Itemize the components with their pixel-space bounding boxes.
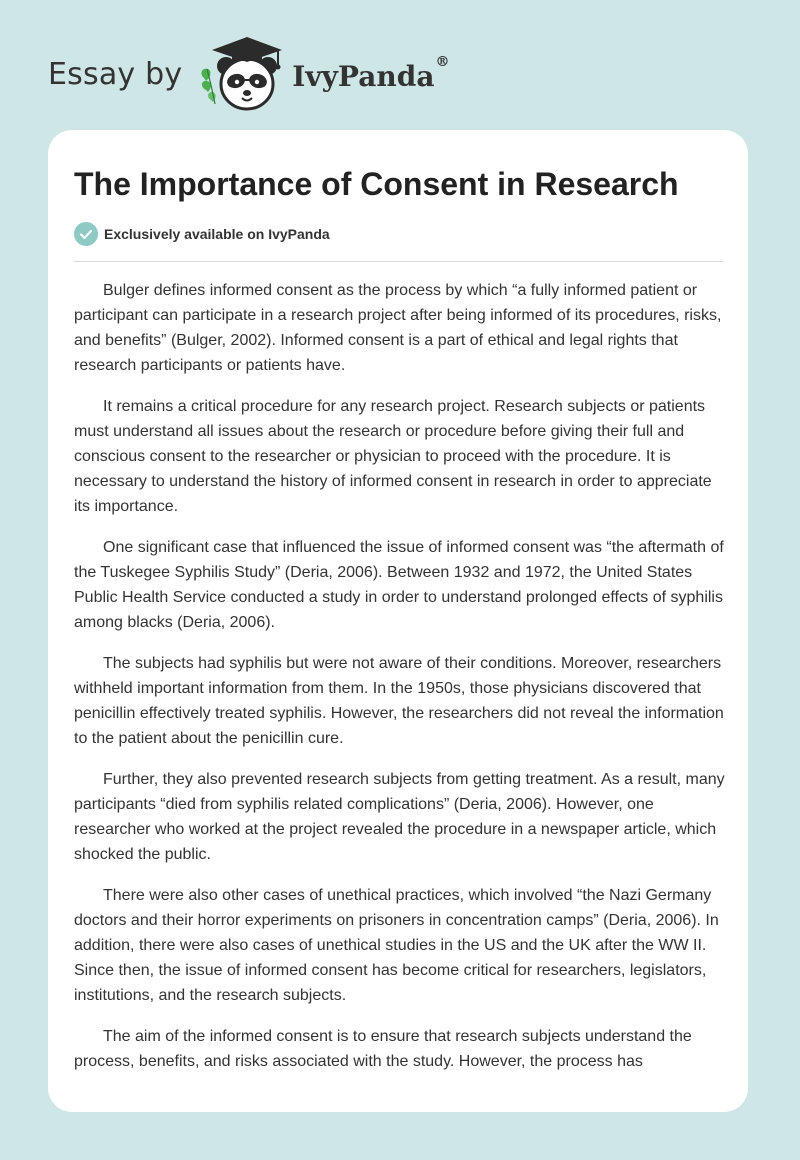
brand-prefix: Essay by xyxy=(48,56,183,92)
essay-body xyxy=(74,278,726,1090)
brand-header xyxy=(48,34,449,114)
check-circle-icon xyxy=(74,222,98,246)
divider xyxy=(74,261,723,262)
brand-name: IvyPanda® xyxy=(292,53,450,93)
paragraph: One significant case that influenced the issue of informed consent was “the aftermath of the Tuskegee Syphilis Study” (Deria, 2006). Between 1932 and 1972, the United States Public Health Service conducted a study in order to understand prolonged effects of syphilis among blacks (Deria, 2006). xyxy=(74,539,724,631)
page-title: The Importance of Consent in Research xyxy=(74,166,679,202)
registered-mark: ® xyxy=(435,53,450,70)
exclusive-badge xyxy=(74,222,330,246)
exclusive-label: Exclusively available on IvyPanda xyxy=(104,226,330,242)
paragraph: The aim of the informed consent is to ensure that research subjects understand the process, benefits, and risks associated with the study. However, the process has xyxy=(74,1028,692,1070)
paragraph: Bulger defines informed consent as the process by which “a fully informed patient or participant can participate in a research project after being informed of its procedures, risks, and benefits” (Bulger, 2002). Informed consent is a part of ethical and legal rights that research participants or patients have. xyxy=(74,282,722,374)
paragraph: It remains a critical procedure for any research project. Research subjects or patients must understand all issues about the research or procedure before giving their full and conscious consent to the researcher or physician to proceed with the procedure. It is necessary to understand the history of informed consent in research in order to appreciate its importance. xyxy=(74,398,712,515)
essay-card xyxy=(48,130,748,1112)
panda-logo-icon xyxy=(198,34,290,114)
paragraph: Further, they also prevented research subjects from getting treatment. As a result, many participants “died from syphilis related complications” (Deria, 2006). However, one researcher who worked at the project revealed the procedure in a newspaper article, which shocked the public. xyxy=(74,771,725,863)
paragraph: The subjects had syphilis but were not aware of their conditions. Moreover, researchers withheld important information from them. In the 1950s, those physicians discovered that penicillin effectively treated syphilis. However, the researchers did not reveal the information to the patient about the penicillin cure. xyxy=(74,655,724,747)
paragraph: There were also other cases of unethical practices, which involved “the Nazi Germany doctors and their horror experiments on prisoners in concentration camps” (Deria, 2006). In addition, there were also cases of unethical studies in the US and the UK after the WW II. Since then, the issue of informed consent has become critical for researchers, legislators, institutions, and the research subjects. xyxy=(74,887,719,1004)
